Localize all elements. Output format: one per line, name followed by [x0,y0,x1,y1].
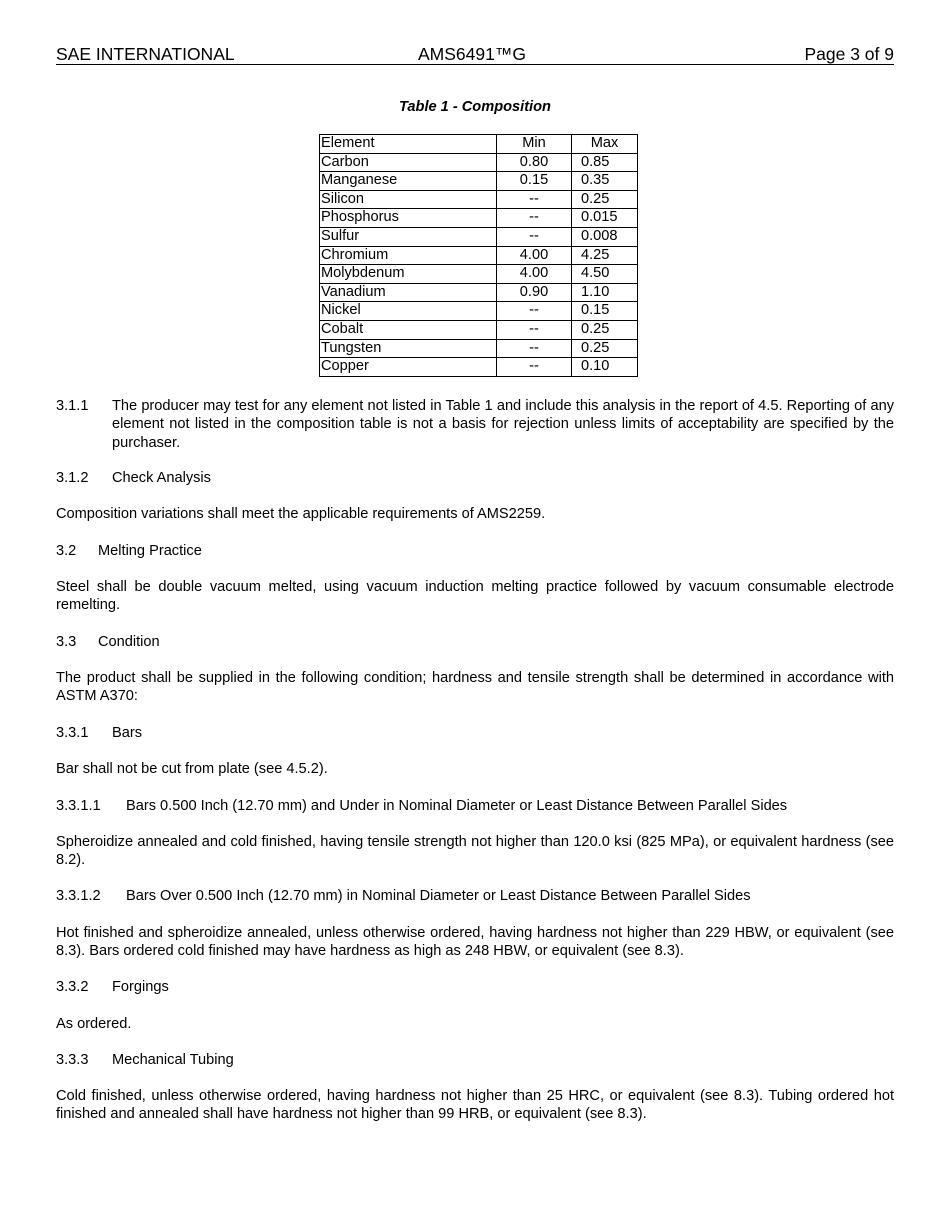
min-cell: 4.00 [497,265,572,284]
header-org: SAE INTERNATIONAL [56,44,235,64]
max-cell: 4.50 [572,265,638,284]
page-header [56,44,894,65]
max-cell: 0.10 [572,358,638,377]
header-doc-number: AMS6491™G [418,44,526,64]
section-3-3-1-1-text: Spheroidize annealed and cold finished, having tensile strength not higher than 120.0 ksi (825 MPa), or equivalent hardness (see 8.2). [56,834,894,869]
section-3-3-1-2-number: 3.3.1.2 [56,888,101,904]
max-cell: 0.85 [572,153,638,172]
composition-table [319,134,638,377]
max-cell: 0.25 [572,190,638,209]
header-cell-element: Element [320,135,497,154]
section-3-3-1-2-text: Hot finished and spheroidize annealed, unless otherwise ordered, having hardness not higher than 229 HBW, or equivalent (see 8.3). Bars ordered cold finished may have hardness as high as 248 HBW, or equivalent (see 8.3). [56,925,894,960]
element-cell: Copper [320,358,497,377]
table-row [320,190,638,209]
section-3-3-2-title: Forgings [112,979,169,995]
max-cell: 4.25 [572,246,638,265]
section-3-3-title: Condition [98,634,160,650]
element-cell: Carbon [320,153,497,172]
min-cell: -- [497,227,572,246]
element-cell: Silicon [320,190,497,209]
section-3-3-3-text: Cold finished, unless otherwise ordered, having hardness not higher than 25 HRC, or equivalent (see 8.3). Tubing ordered hot finished and annealed shall have hardness not higher than 99 HRB, or equivalent (see 8.3). [56,1088,894,1123]
section-3-2-number: 3.2 [56,543,77,559]
section-3-2-text: Steel shall be double vacuum melted, using vacuum induction melting practice followed by vacuum consumable electrode remelting. [56,579,894,614]
table-row [320,265,638,284]
min-cell: 0.15 [497,172,572,191]
element-cell: Vanadium [320,283,497,302]
table-row [320,302,638,321]
section-3-3-1-text: Bar shall not be cut from plate (see 4.5.2). [56,761,328,777]
section-3-3-2-text: As ordered. [56,1016,132,1032]
section-3-3-3-title: Mechanical Tubing [112,1052,234,1068]
table-row [320,246,638,265]
table-header-row [320,135,638,154]
element-cell: Nickel [320,302,497,321]
min-cell: 0.80 [497,153,572,172]
section-3-3-3-number: 3.3.3 [56,1052,89,1068]
section-3-3-1-number: 3.3.1 [56,725,89,741]
table-row [320,209,638,228]
section-3-3-1-1-number: 3.3.1.1 [56,798,101,814]
section-3-2-title: Melting Practice [98,543,202,559]
table-row [320,339,638,358]
min-cell: -- [497,339,572,358]
section-3-1-1-text: The producer may test for any element not listed in Table 1 and include this analysis in the report of 4.5. Reporting of any element not listed in the composition table is not a basis for rejection unless limits of acceptability are specified by the purchaser. [112,398,894,451]
header-cell-max: Max [572,135,638,154]
element-cell: Cobalt [320,320,497,339]
max-cell: 0.015 [572,209,638,228]
table-row [320,358,638,377]
max-cell: 0.25 [572,320,638,339]
min-cell: 0.90 [497,283,572,302]
section-3-3-text: The product shall be supplied in the following condition; hardness and tensile strength shall be determined in accordance with ASTM A370: [56,670,894,705]
element-cell: Tungsten [320,339,497,358]
table-row [320,283,638,302]
max-cell: 0.15 [572,302,638,321]
min-cell: -- [497,358,572,377]
max-cell: 0.008 [572,227,638,246]
max-cell: 1.10 [572,283,638,302]
element-cell: Phosphorus [320,209,497,228]
header-cell-min: Min [497,135,572,154]
table-row [320,227,638,246]
section-3-3-1-1-title: Bars 0.500 Inch (12.70 mm) and Under in Nominal Diameter or Least Distance Between Parallel Sides [126,798,788,814]
element-cell: Manganese [320,172,497,191]
min-cell: -- [497,190,572,209]
table-title: Table 1 - Composition [399,99,551,115]
table-row [320,172,638,191]
max-cell: 0.35 [572,172,638,191]
element-cell: Sulfur [320,227,497,246]
section-3-1-2-title: Check Analysis [112,470,211,486]
table-row [320,320,638,339]
max-cell: 0.25 [572,339,638,358]
min-cell: 4.00 [497,246,572,265]
section-3-3-1-title: Bars [112,725,143,741]
table-row [320,153,638,172]
section-3-3-number: 3.3 [56,634,77,650]
min-cell: -- [497,209,572,228]
element-cell: Molybdenum [320,265,497,284]
section-3-1-2-number: 3.1.2 [56,470,89,486]
section-3-1-1-number: 3.1.1 [56,398,89,414]
section-3-3-1-2-title: Bars Over 0.500 Inch (12.70 mm) in Nominal Diameter or Least Distance Between Parallel Sides [126,888,751,904]
min-cell: -- [497,320,572,339]
min-cell: -- [497,302,572,321]
element-cell: Chromium [320,246,497,265]
section-3-3-2-number: 3.3.2 [56,979,89,995]
header-page-number: Page 3 of 9 [804,44,894,64]
section-3-1-2-text: Composition variations shall meet the applicable requirements of AMS2259. [56,506,546,522]
